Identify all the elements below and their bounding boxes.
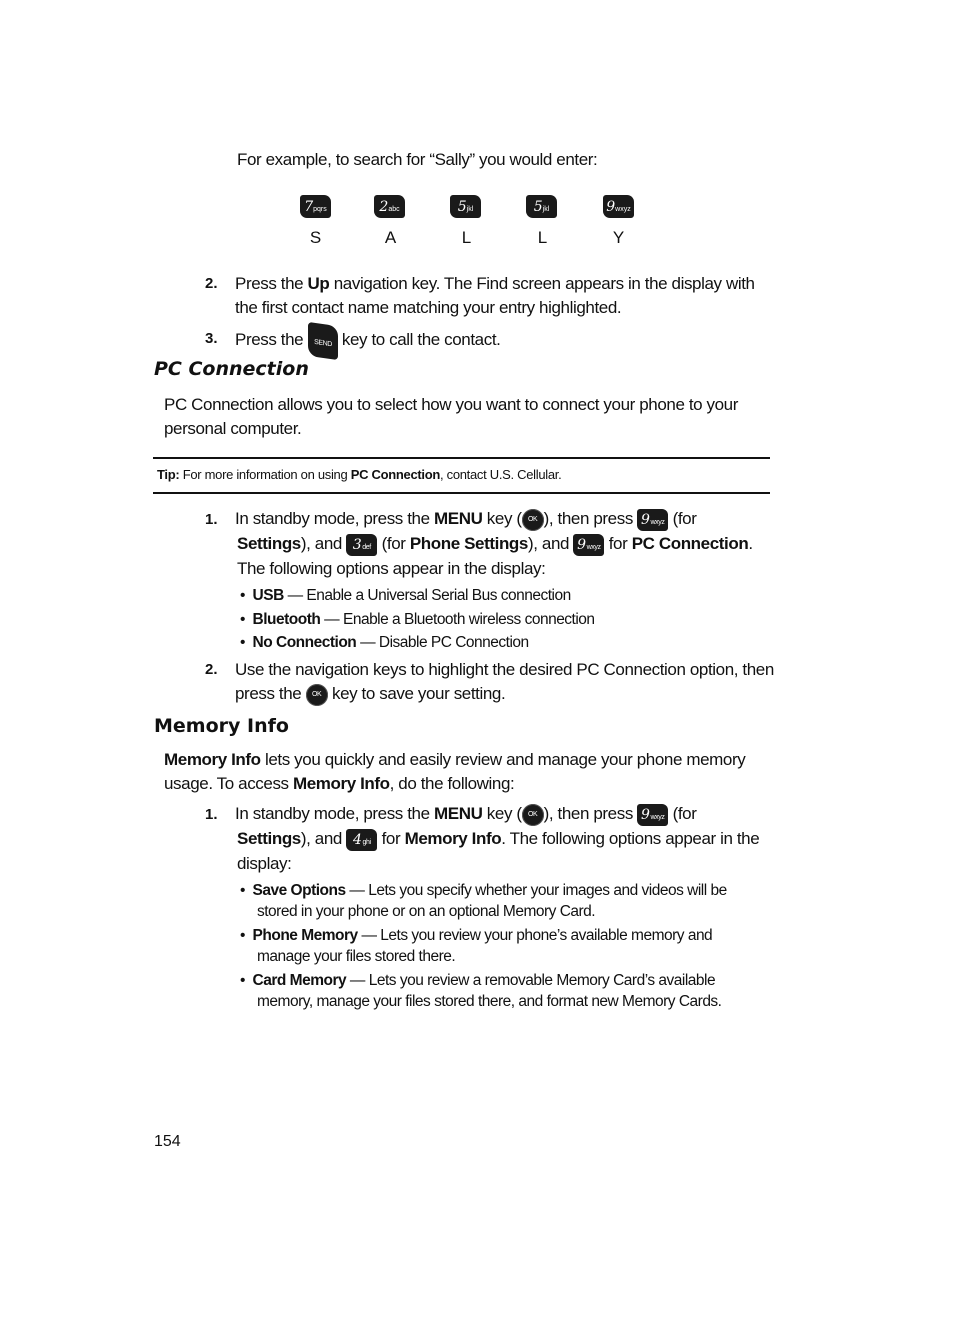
- tip-rule-bottom: [153, 492, 770, 494]
- pc-step-1-line-2: Settings), and 3def (for Phone Settings), and 9wxyz for PC Connection.: [237, 532, 797, 556]
- pc-step-2-line-1: Use the navigation keys to highlight the desired PC Connection option, then: [235, 660, 774, 679]
- key-5-icon: 5jkl: [526, 195, 557, 218]
- key-9-icon: 9wxyz: [573, 534, 604, 556]
- key-letter: A: [384, 228, 397, 247]
- step-number: 2.: [205, 661, 218, 678]
- pc-intro: PC Connection allows you to select how you want to connect your phone to your personal computer.: [164, 395, 738, 438]
- memory-step-1-line-2: Settings), and 4ghi for Memory Info. The following options appear in the: [237, 827, 797, 851]
- key-letter: Y: [612, 228, 625, 247]
- list-item: • No Connection — Disable PC Connection: [240, 634, 529, 651]
- step-2-text: Press the Up navigation key. The Find screen appears in the display with the first contact name matching your entry highlighted.: [235, 274, 755, 317]
- tip-box: Tip: For more information on using PC Connection, contact U.S. Cellular.: [157, 467, 562, 482]
- ok-key-icon: OK: [522, 804, 544, 826]
- memory-intro: Memory Info lets you quickly and easily review and manage your phone memory usage. To access Memory Info, do the following:: [164, 750, 746, 793]
- ok-key-icon: OK: [306, 684, 328, 706]
- key-9-icon: 9wxyz: [637, 509, 668, 531]
- list-item: • Save Options — Lets you specify whether your images and videos will be stored in your phone or on an optional Memory Card.: [240, 882, 727, 920]
- key-9-icon: 9wxyz: [637, 804, 668, 826]
- key-7-icon: 7pqrs: [300, 195, 331, 218]
- step-3-text: Press the SEND key to call the contact.: [235, 322, 500, 358]
- key-letter: S: [309, 228, 322, 247]
- tip-rule-top: [153, 457, 770, 459]
- step-number: 1.: [205, 806, 218, 823]
- send-key-icon: SEND: [308, 321, 338, 359]
- list-item: • USB — Enable a Universal Serial Bus connection: [240, 587, 571, 604]
- key-letter: L: [537, 228, 548, 247]
- step-number: 3.: [205, 330, 218, 347]
- list-item: • Bluetooth — Enable a Bluetooth wireless connection: [240, 610, 595, 628]
- step-number: 2.: [205, 275, 218, 292]
- list-item: • Phone Memory — Lets you review your phone’s available memory and manage your files stored there.: [240, 927, 713, 965]
- memory-options-list: [240, 880, 780, 1015]
- key-4-icon: 4ghi: [346, 829, 377, 851]
- memory-step-1-line-3: display:: [237, 854, 292, 873]
- intro-text: For example, to search for “Sally” you would enter:: [237, 150, 598, 169]
- key-5-icon: 5jkl: [450, 195, 481, 218]
- memory-step-1-line-1: In standby mode, press the MENU key ( OK ), then press 9wxyz (for: [235, 802, 795, 826]
- pc-options-list: [240, 585, 780, 656]
- step-number: 1.: [205, 511, 218, 528]
- section-heading-memory-info: Memory Info: [154, 715, 289, 737]
- key-letter: L: [461, 228, 472, 247]
- pc-step-1-line-1: In standby mode, press the MENU key ( OK ), then press 9wxyz (for: [235, 507, 795, 531]
- section-heading-pc-connection: PC Connection: [154, 358, 309, 380]
- ok-key-icon: OK: [522, 509, 544, 531]
- key-9-icon: 9wxyz: [603, 195, 634, 218]
- list-item: • Card Memory — Lets you review a removable Memory Card’s available memory, manage your files stored there, and format new Memory Cards.: [240, 972, 722, 1010]
- pc-step-1-line-3: The following options appear in the display:: [237, 559, 546, 578]
- key-2-icon: 2abc: [374, 195, 405, 218]
- pc-step-2-line-2: press the OK key to save your setting.: [235, 682, 505, 706]
- key-3-icon: 3def: [346, 534, 377, 556]
- page-number: 154: [154, 1133, 181, 1150]
